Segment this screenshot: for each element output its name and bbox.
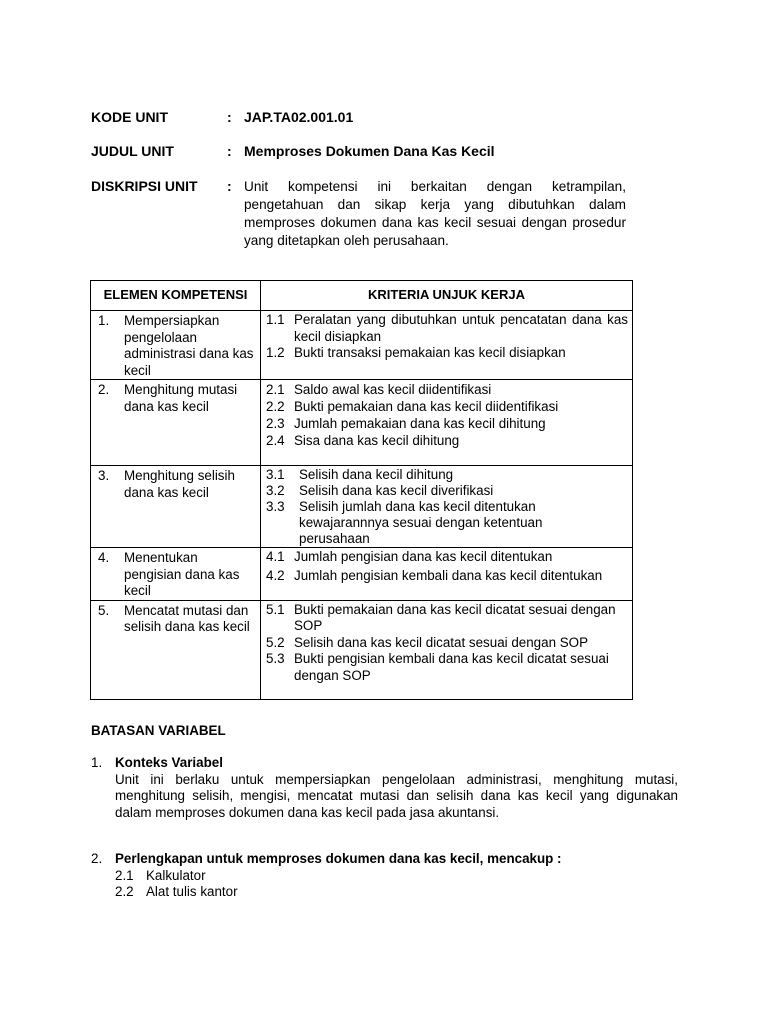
criteria-text: Jumlah pemakaian dana kas kecil dihitung <box>294 416 546 431</box>
element-text: Menghitung selisih dana kas kecil <box>124 468 235 500</box>
kriteria-unjuk-kerja-header: KRITERIA UNJUK KERJA <box>261 281 633 311</box>
deskripsi-unit-label: DISKRIPSI UNIT <box>91 178 198 194</box>
table-row <box>91 311 633 380</box>
criteria-text: Peralatan yang dibutuhkan untuk pencatatan dana kas kecil disiapkan <box>294 312 628 344</box>
criteria-text: Bukti pemakaian dana kas kecil diidentifikasi <box>294 399 559 414</box>
element-cell <box>91 466 261 548</box>
criteria-number: 3.3 <box>266 499 285 514</box>
table-row <box>91 600 633 699</box>
table-header-row <box>91 281 633 311</box>
list-item <box>115 884 678 901</box>
criteria-cell <box>261 380 633 466</box>
list-item-text: Alat tulis kantor <box>146 884 238 899</box>
colon: : <box>227 178 232 194</box>
elemen-kompetensi-header: ELEMEN KOMPETENSI <box>91 281 261 311</box>
criteria-text: Selisih jumlah dana kas kecil ditentukan kewajarannnya sesuai dengan ketentuan perusahaan <box>299 499 543 546</box>
criteria-text: Bukti transaksi pemakaian kas kecil disiapkan <box>294 345 566 360</box>
element-number: 1. <box>98 313 110 328</box>
perlengkapan-section <box>91 851 678 901</box>
criteria-number: 4.2 <box>266 567 285 583</box>
criteria-cell <box>261 466 633 548</box>
criteria-text: Bukti pengisian kembali dana kas kecil dicatat sesuai dengan SOP <box>294 651 609 683</box>
konteks-variabel-title: Konteks Variabel <box>115 755 223 770</box>
criteria-number: 1.2 <box>266 345 285 360</box>
criteria-number: 2.2 <box>266 399 285 414</box>
element-number: 2. <box>98 382 110 397</box>
judul-unit-value: Memproses Dokumen Dana Kas Kecil <box>244 143 495 159</box>
konteks-variabel-text: Unit ini berlaku untuk mempersiapkan pengelolaan administrasi, menghitung mutasi, menghitung selisih, mengisi, mencatat mutasi dan selisih dana kas kecil yang digunakan dalam memproses dokumen dana kas kecil pada jasa akuntansi. <box>115 771 678 820</box>
criteria-number: 5.2 <box>266 634 285 650</box>
table-row <box>91 548 633 601</box>
list-item-number: 2.2 <box>115 884 134 899</box>
element-cell <box>91 380 261 466</box>
element-text: Mencatat mutasi dan selisih dana kas kecil <box>124 602 250 634</box>
element-number: 3. <box>98 468 110 483</box>
criteria-text: Jumlah pengisian dana kas kecil ditentukan <box>294 549 553 564</box>
criteria-cell <box>261 311 633 380</box>
criteria-text: Sisa dana kas kecil dihitung <box>294 433 460 448</box>
list-item-text: Kalkulator <box>146 867 206 883</box>
colon: : <box>227 109 232 125</box>
perlengkapan-title: Perlengkapan untuk memproses dokumen dana kas kecil, mencakup : <box>115 851 562 866</box>
kode-unit-label: KODE UNIT <box>91 109 168 125</box>
criteria-number: 4.1 <box>266 549 285 564</box>
criteria-number: 5.1 <box>266 601 285 617</box>
element-cell <box>91 311 261 380</box>
criteria-number: 2.4 <box>266 433 285 448</box>
kode-unit-value: JAP.TA02.001.01 <box>244 109 354 125</box>
element-text: Menentukan pengisian dana kas kecil <box>124 550 240 598</box>
batasan-variabel-title: BATASAN VARIABEL <box>91 723 226 738</box>
section-number: 1. <box>91 755 103 770</box>
element-number: 5. <box>98 602 110 618</box>
element-text: Mempersiapkan pengelolaan administrasi dana kas kecil <box>124 313 254 378</box>
criteria-text: Selisih dana kecil dihitung <box>299 467 454 482</box>
criteria-text: Bukti pemakaian dana kas kecil dicatat sesuai dengan SOP <box>294 601 616 633</box>
table-row <box>91 380 633 466</box>
competency-table <box>90 280 633 700</box>
element-cell <box>91 548 261 601</box>
list-item <box>115 868 678 885</box>
judul-unit-label: JUDUL UNIT <box>91 143 174 159</box>
section-number: 2. <box>91 851 103 866</box>
criteria-cell <box>261 548 633 601</box>
element-text: Menghitung mutasi dana kas kecil <box>124 382 238 414</box>
criteria-number: 1.1 <box>266 312 285 327</box>
criteria-text: Selisih dana kas kecil dicatat sesuai dengan SOP <box>294 634 589 650</box>
list-item-number: 2.1 <box>115 867 134 883</box>
element-number: 4. <box>98 550 110 565</box>
deskripsi-unit-value: Unit kompetensi ini berkaitan dengan ketrampilan, pengetahuan dan sikap kerja yang dibutuhkan dalam memproses dokumen dana kas kecil sesuai dengan prosedur yang ditetapkan oleh perusahaan. <box>244 179 626 248</box>
table-row <box>91 466 633 548</box>
criteria-number: 2.3 <box>266 416 285 431</box>
criteria-number: 3.1 <box>266 467 285 482</box>
criteria-text: Selisih dana kas kecil diverifikasi <box>299 483 494 498</box>
criteria-text: Jumlah pengisian kembali dana kas kecil ditentukan <box>294 567 603 583</box>
criteria-number: 2.1 <box>266 382 285 397</box>
konteks-variabel-section <box>91 755 678 821</box>
criteria-text: Saldo awal kas kecil diidentifikasi <box>294 382 492 397</box>
criteria-cell <box>261 600 633 699</box>
element-cell <box>91 600 261 699</box>
colon: : <box>227 143 232 159</box>
criteria-number: 3.2 <box>266 483 285 498</box>
criteria-number: 5.3 <box>266 651 285 666</box>
